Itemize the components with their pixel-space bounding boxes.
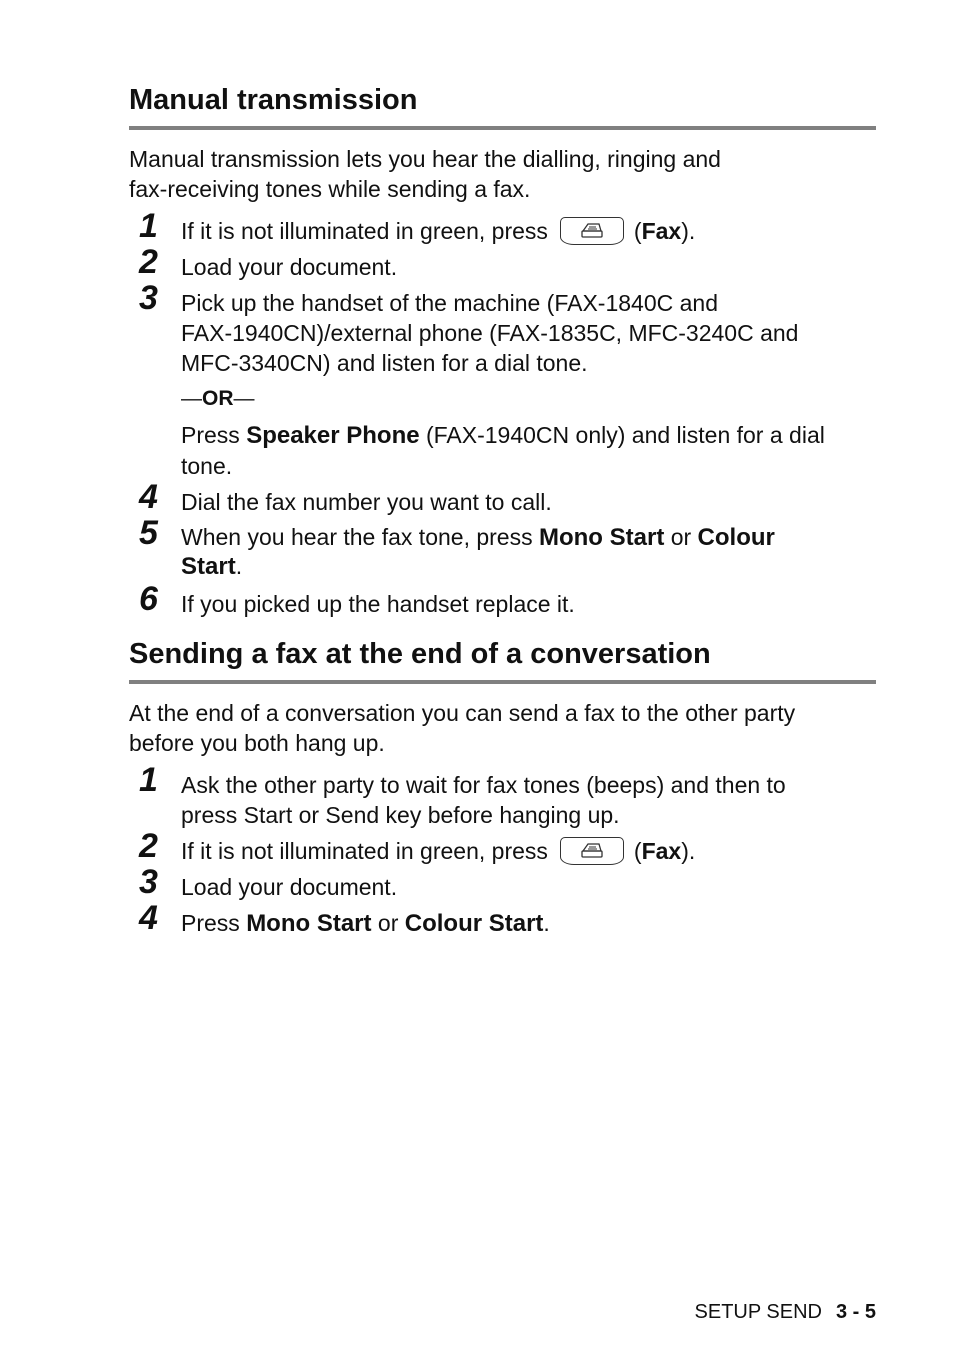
- step-3: 3 Pick up the handset of the machine (FAX-1840C and FAX-1940CN)/external phone (FAX-1835C, MFC-3240C and MFC-3340CN) and listen for a dial tone.: [139, 279, 799, 376]
- step-number: 3: [139, 279, 158, 317]
- page-number: 3 - 5: [835, 1301, 876, 1323]
- step-number: 6: [139, 580, 158, 618]
- section-intro: Manual transmission lets you hear the dialling, ringing and fax-receiving tones while sending a fax.: [129, 146, 721, 202]
- step-number: 3: [139, 863, 158, 901]
- step-number: 5: [139, 514, 158, 552]
- step-number: 4: [139, 899, 158, 937]
- section-title: Sending a fax at the end of a conversation: [129, 638, 711, 670]
- fax-icon: [580, 221, 604, 239]
- section-send-at-end-of-conversation: [129, 636, 876, 939]
- step-3: 3 Load your document.: [139, 863, 398, 901]
- step-4: 4 Dial the fax number you want to call.: [139, 478, 552, 516]
- step-4: 4 Press Mono Start or Colour Start.: [139, 899, 550, 937]
- or-separator: —OR—: [181, 387, 255, 410]
- step-6: 6 If you picked up the handset replace it.: [139, 580, 575, 618]
- alternative-step: Press Speaker Phone (FAX-1940CN only) and listen for a dial tone.: [181, 422, 825, 479]
- page-footer: [695, 1300, 876, 1324]
- section-rule: [129, 126, 876, 130]
- step-2: 2 If it is not illuminated in green, press (Fax).: [139, 827, 696, 865]
- step-number: 1: [139, 207, 158, 245]
- footer-section-name: SETUP SEND: [694, 1301, 822, 1323]
- step-number: 1: [139, 761, 158, 799]
- step-number: 2: [139, 243, 158, 281]
- step-number: 4: [139, 478, 158, 516]
- section-rule: [129, 680, 876, 684]
- step-number: 2: [139, 827, 158, 865]
- fax-button-icon: [560, 837, 624, 865]
- step-1: 1 Ask the other party to wait for fax tones (beeps) and then to press Start or Send key before hanging up.: [139, 761, 786, 828]
- section-manual-transmission: [129, 82, 876, 619]
- section-title: Manual transmission: [129, 84, 418, 116]
- fax-icon: [580, 841, 604, 859]
- step-5: 5 When you hear the fax tone, press Mono Start or Colour Start.: [139, 514, 775, 580]
- section-intro: At the end of a conversation you can send a fax to the other party before you both hang up.: [129, 700, 796, 756]
- fax-button-icon: [560, 217, 624, 245]
- step-1: 1 If it is not illuminated in green, press (Fax).: [139, 207, 696, 245]
- step-2: 2 Load your document.: [139, 243, 398, 281]
